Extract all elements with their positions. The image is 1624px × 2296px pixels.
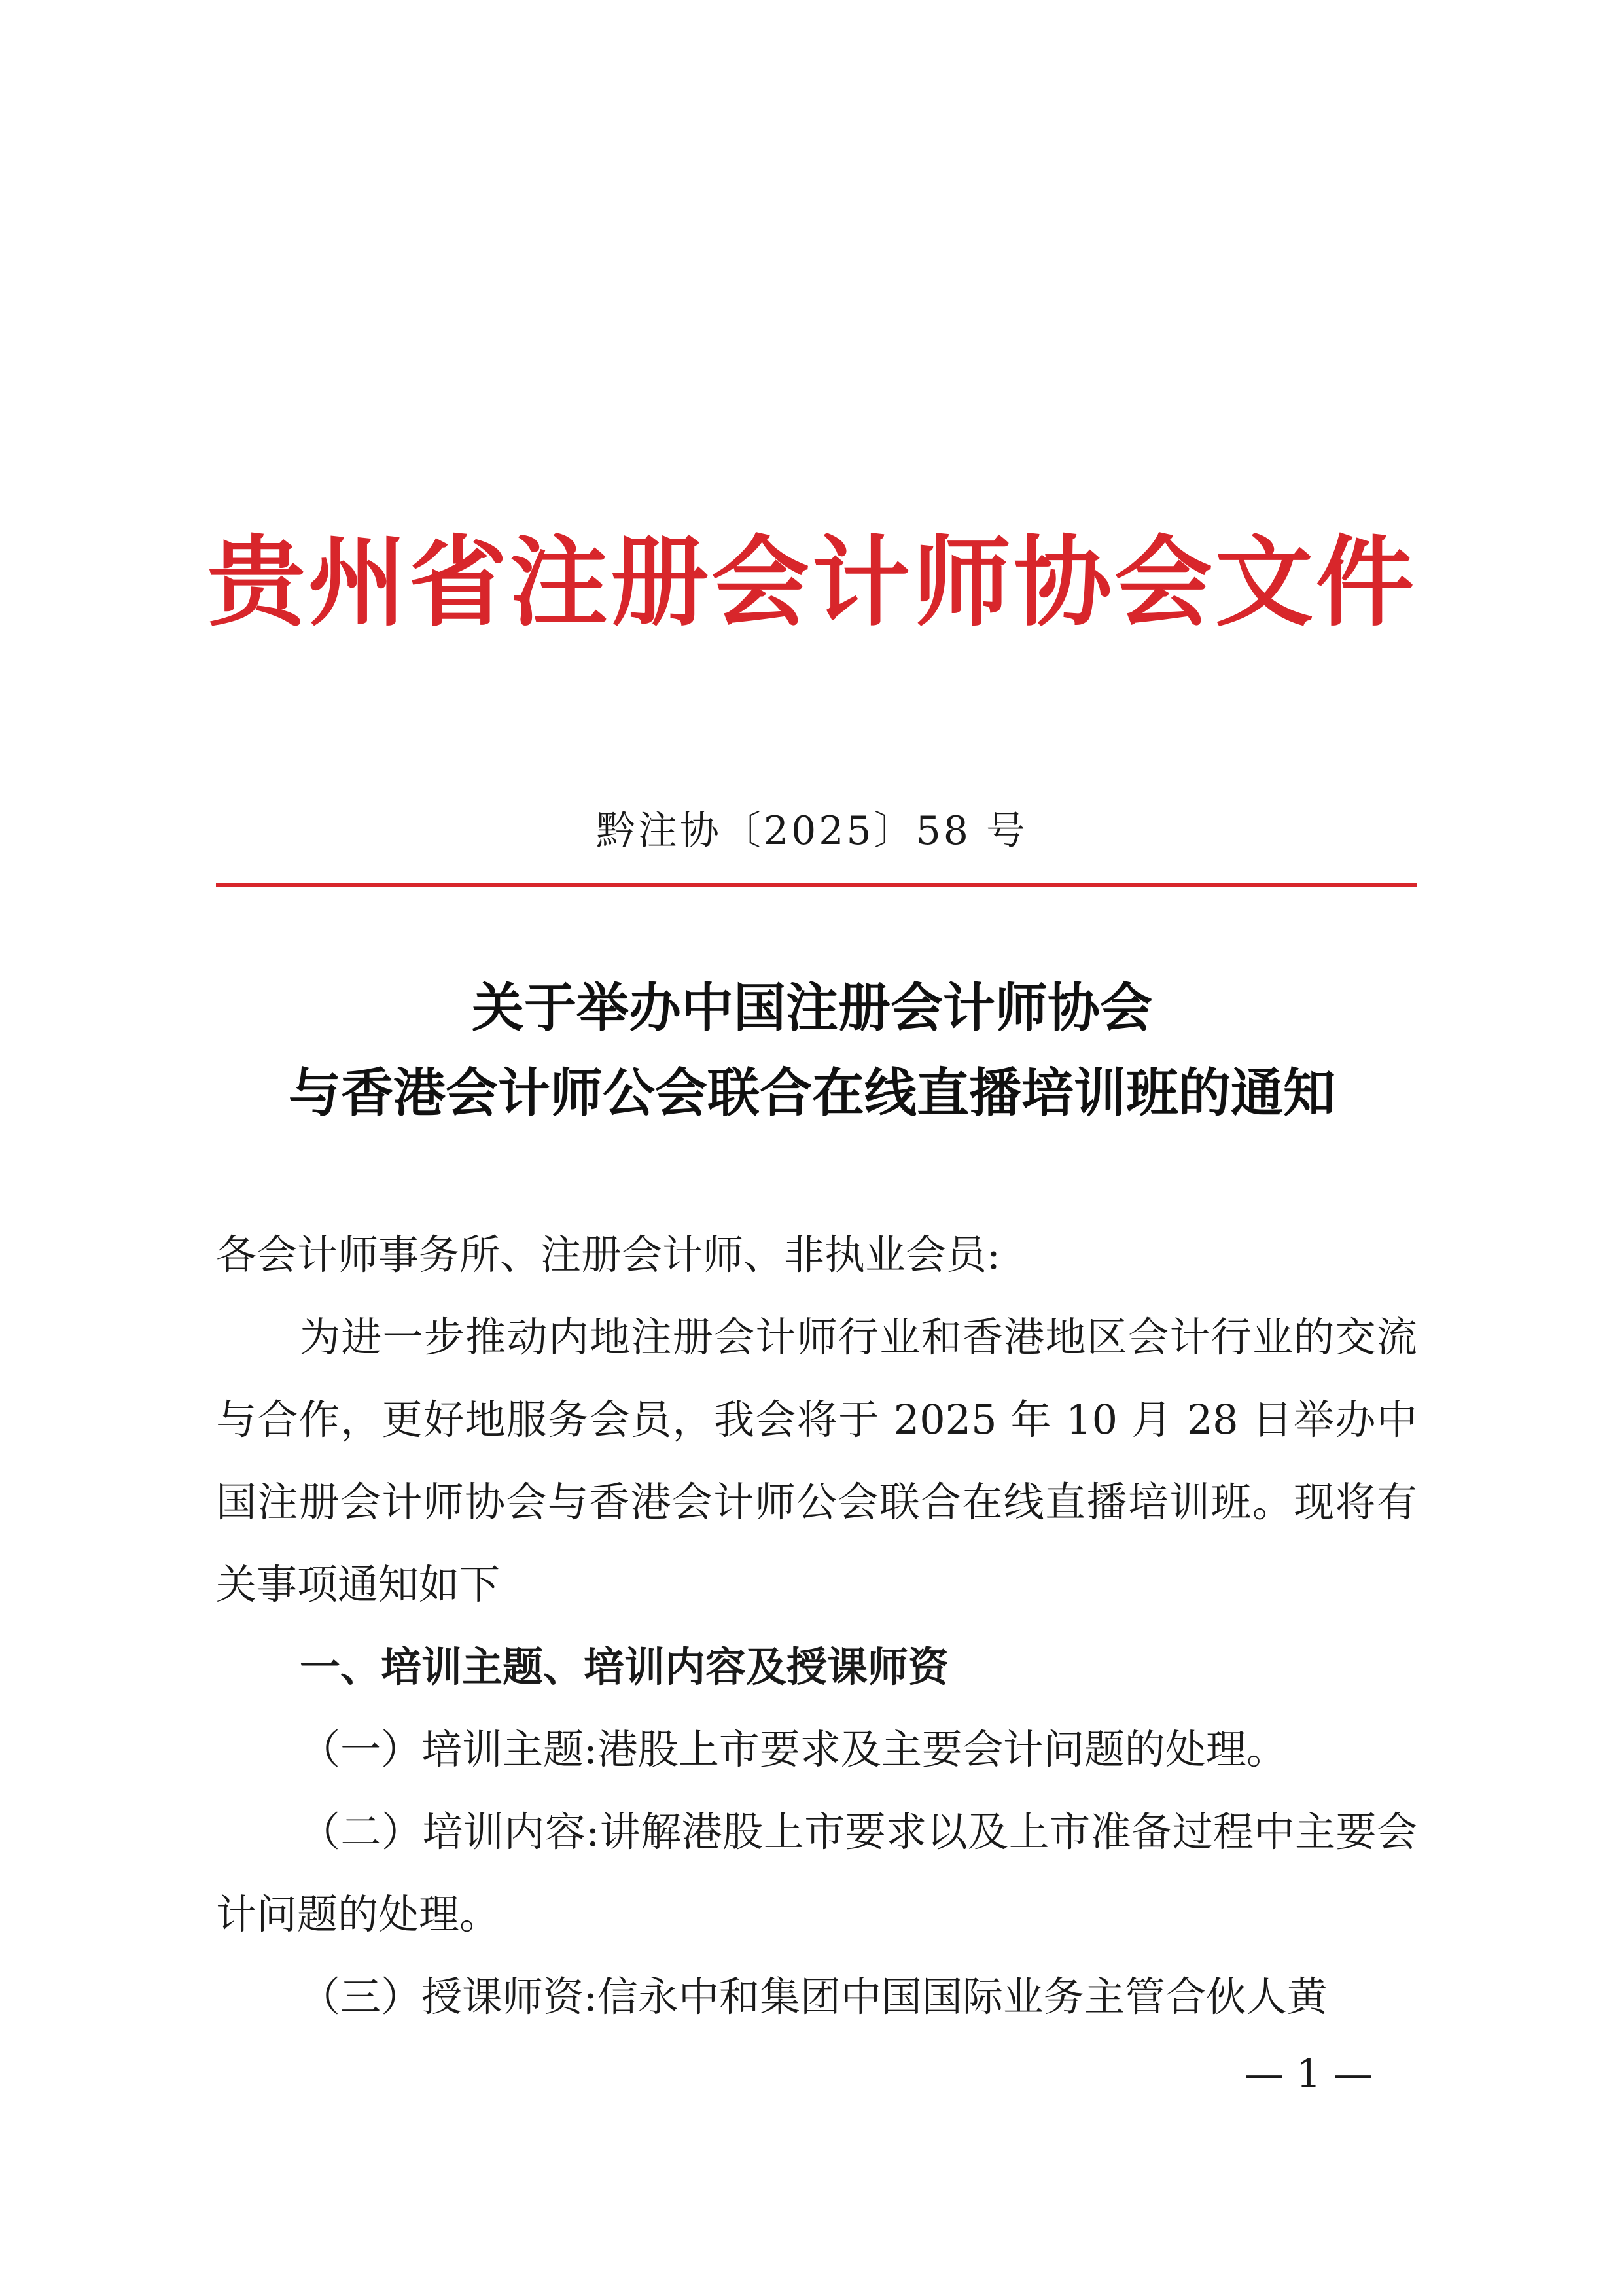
notice-body [216,1214,1417,2038]
org-header-title: 贵州省注册会计师协会文件 [207,525,1417,640]
notice-title [0,965,1624,1135]
item-label: （一）培训主题: [300,1725,597,1773]
item-training-topic [216,1708,1417,1791]
section-heading-1: 一、培训主题、培训内容及授课师资 [300,1643,949,1691]
item-text: 港股上市要求及主要会计问题的处理。 [597,1725,1287,1773]
item-label: （二）培训内容: [300,1808,600,1856]
document-number: 黔注协〔2025〕58 号 [595,808,1029,854]
notice-title-line-1: 关于举办中国注册会计师协会 [472,977,1152,1038]
item-label: （三）授课师资: [300,1973,597,2021]
page-number: — 1 — [1244,2051,1373,2097]
item-instructors [216,1956,1417,2038]
item-text: 信永中和集团中国国际业务主管合伙人黄 [597,1973,1328,2021]
item-text: 讲解港股上市要求以及上市准备过程中主要会计问题的处理。 [216,1808,1417,1938]
red-divider-line [216,883,1417,887]
intro-paragraph: 为进一步推动内地注册会计师行业和香港地区会计行业的交流与合作，更好地服务会员，我会将于 2025 年 10 月 28 日举办中国注册会计师协会与香港会计师公会联合在线直播培训班。现将有关事项通知如下 [216,1313,1417,1608]
item-training-content [216,1791,1417,1956]
salutation: 各会计师事务所、注册会计师、非执业会员: [216,1231,1000,1279]
notice-title-line-2: 与香港会计师公会联合在线直播培训班的通知 [289,1062,1335,1123]
